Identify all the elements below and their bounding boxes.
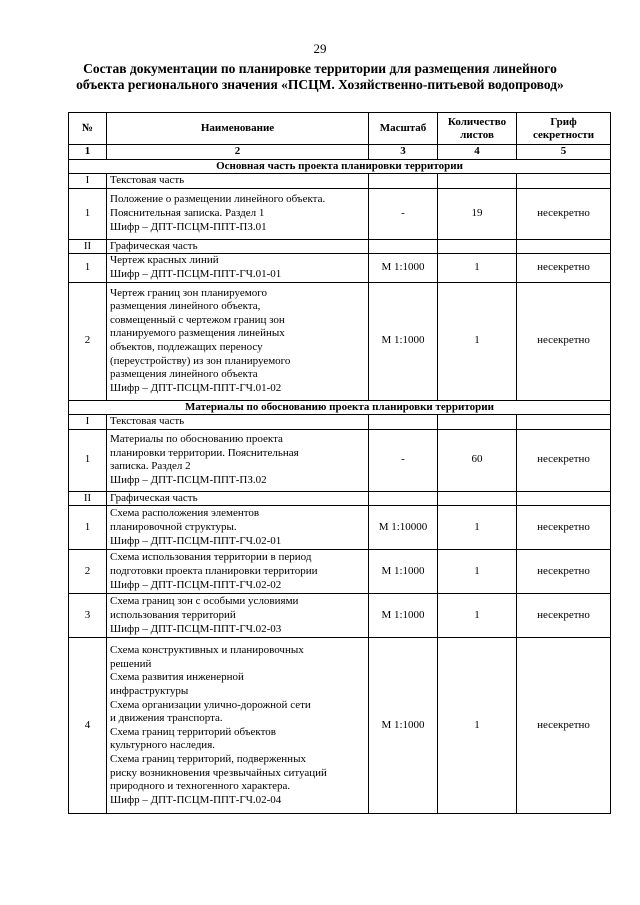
row-sheets: 1 bbox=[438, 506, 517, 550]
group-roman: I bbox=[69, 415, 107, 430]
row-number: 1 bbox=[69, 254, 107, 282]
row-name bbox=[107, 282, 369, 400]
document-title: Состав документации по планировке территории для размещения линейного объекта регионального значения «ПСЦМ. Хозяйственно-питьевой водопровод» bbox=[76, 61, 564, 92]
section-row bbox=[69, 159, 611, 174]
name-line: Шифр – ДПТ-ПСЦМ-ППТ-ГЧ.02-01 bbox=[110, 534, 282, 547]
column-number: 4 bbox=[438, 145, 517, 160]
row-sheets: 1 bbox=[438, 638, 517, 814]
row-scale: М 1:10000 bbox=[369, 506, 438, 550]
name-line: Схема конструктивных и планировочных bbox=[110, 644, 304, 657]
name-line: Шифр – ДПТ-ПСЦМ-ППТ-ПЗ.02 bbox=[110, 473, 267, 486]
empty-cell bbox=[369, 174, 438, 189]
row-scale: - bbox=[369, 429, 438, 491]
header-row bbox=[69, 113, 611, 145]
group-label: Графическая часть bbox=[107, 491, 369, 506]
group-roman: II bbox=[69, 239, 107, 254]
row-scale: М 1:1000 bbox=[369, 254, 438, 282]
row-secrecy: несекретно bbox=[517, 550, 611, 594]
row-scale: М 1:1000 bbox=[369, 594, 438, 638]
documentation-table bbox=[68, 112, 611, 814]
row-secrecy: несекретно bbox=[517, 429, 611, 491]
name-line: Схема границ зон с особыми условиями bbox=[110, 595, 299, 608]
empty-cell bbox=[438, 491, 517, 506]
empty-cell bbox=[369, 491, 438, 506]
row-number: 3 bbox=[69, 594, 107, 638]
name-line: использования территорий bbox=[110, 609, 236, 622]
name-line: Материалы по обоснованию проекта bbox=[110, 433, 283, 446]
table-row bbox=[69, 254, 611, 282]
row-scale: М 1:1000 bbox=[369, 550, 438, 594]
row-name bbox=[107, 506, 369, 550]
row-name bbox=[107, 254, 369, 282]
name-line: записка. Раздел 2 bbox=[110, 460, 191, 473]
name-line: Схема границ территорий объектов bbox=[110, 725, 276, 738]
row-sheets: 1 bbox=[438, 594, 517, 638]
row-number: 2 bbox=[69, 550, 107, 594]
name-line: риску возникновения чрезвычайных ситуаций bbox=[110, 766, 327, 779]
column-number: 3 bbox=[369, 145, 438, 160]
row-scale: - bbox=[369, 188, 438, 239]
row-scale: М 1:1000 bbox=[369, 282, 438, 400]
empty-cell bbox=[517, 239, 611, 254]
row-name bbox=[107, 429, 369, 491]
row-name bbox=[107, 550, 369, 594]
header-secrecy: Гриф секретности bbox=[517, 113, 611, 145]
section-row bbox=[69, 400, 611, 415]
row-sheets: 1 bbox=[438, 254, 517, 282]
name-line: Шифр – ДПТ-ПСЦМ-ППТ-ГЧ.02-03 bbox=[110, 622, 282, 635]
column-number: 1 bbox=[69, 145, 107, 160]
name-line: Шифр – ДПТ-ПСЦМ-ППТ-ГЧ.01-01 bbox=[110, 267, 282, 280]
group-row bbox=[69, 415, 611, 430]
table-row bbox=[69, 638, 611, 814]
group-label: Графическая часть bbox=[107, 239, 369, 254]
name-line: совмещенный с чертежом границ зон bbox=[110, 313, 285, 326]
empty-cell bbox=[438, 415, 517, 430]
name-line: планируемого размещения линейных bbox=[110, 327, 285, 340]
empty-cell bbox=[517, 491, 611, 506]
row-secrecy: несекретно bbox=[517, 188, 611, 239]
empty-cell bbox=[517, 174, 611, 189]
empty-cell bbox=[369, 415, 438, 430]
table-body bbox=[69, 159, 611, 814]
row-number: 1 bbox=[69, 506, 107, 550]
row-secrecy: несекретно bbox=[517, 282, 611, 400]
table-row bbox=[69, 594, 611, 638]
row-secrecy: несекретно bbox=[517, 638, 611, 814]
name-line: размещения линейного объекта bbox=[110, 368, 258, 381]
name-line: Чертеж красных линий bbox=[110, 254, 219, 267]
header-scale: Масштаб bbox=[369, 113, 438, 145]
row-number: 1 bbox=[69, 429, 107, 491]
name-line: подготовки проекта планировки территории bbox=[110, 565, 318, 578]
row-number: 2 bbox=[69, 282, 107, 400]
name-line: планировки территории. Пояснительная bbox=[110, 446, 299, 459]
header-name: Наименование bbox=[107, 113, 369, 145]
header-sheets: Количество листов bbox=[438, 113, 517, 145]
group-roman: I bbox=[69, 174, 107, 189]
row-name bbox=[107, 594, 369, 638]
empty-cell bbox=[438, 174, 517, 189]
name-line: природного и техногенного характера. bbox=[110, 780, 291, 793]
row-secrecy: несекретно bbox=[517, 506, 611, 550]
name-line: Схема развития инженерной bbox=[110, 671, 244, 684]
table-row bbox=[69, 429, 611, 491]
table-row bbox=[69, 282, 611, 400]
row-number: 1 bbox=[69, 188, 107, 239]
header-num: № bbox=[69, 113, 107, 145]
name-line: культурного наследия. bbox=[110, 739, 215, 752]
name-line: инфраструктуры bbox=[110, 685, 189, 698]
table-row bbox=[69, 188, 611, 239]
name-line: Схема границ территорий, подверженных bbox=[110, 753, 306, 766]
row-scale: М 1:1000 bbox=[369, 638, 438, 814]
row-secrecy: несекретно bbox=[517, 594, 611, 638]
name-line: размещения линейного объекта, bbox=[110, 300, 261, 313]
group-row bbox=[69, 174, 611, 189]
row-sheets: 19 bbox=[438, 188, 517, 239]
name-line: Шифр – ДПТ-ПСЦМ-ППТ-ГЧ.02-04 bbox=[110, 793, 282, 806]
name-line: Схема расположения элементов bbox=[110, 507, 260, 520]
column-number: 5 bbox=[517, 145, 611, 160]
row-sheets: 1 bbox=[438, 282, 517, 400]
row-sheets: 1 bbox=[438, 550, 517, 594]
row-name bbox=[107, 638, 369, 814]
name-line: Шифр – ДПТ-ПСЦМ-ППТ-ГЧ.01-02 bbox=[110, 381, 282, 394]
name-line: планировочной структуры. bbox=[110, 521, 237, 534]
name-line: (переустройству) из зон планируемого bbox=[110, 354, 291, 367]
row-name bbox=[107, 188, 369, 239]
table-row bbox=[69, 506, 611, 550]
group-row bbox=[69, 239, 611, 254]
column-number: 2 bbox=[107, 145, 369, 160]
group-roman: II bbox=[69, 491, 107, 506]
section-title: Материалы по обоснованию проекта планировки территории bbox=[69, 400, 611, 415]
group-row bbox=[69, 491, 611, 506]
empty-cell bbox=[369, 239, 438, 254]
name-line: Схема использования территории в период bbox=[110, 551, 312, 564]
row-number: 4 bbox=[69, 638, 107, 814]
empty-cell bbox=[517, 415, 611, 430]
group-label: Текстовая часть bbox=[107, 415, 369, 430]
table-row bbox=[69, 550, 611, 594]
group-label: Текстовая часть bbox=[107, 174, 369, 189]
page-number: 29 bbox=[313, 41, 327, 56]
name-line: Пояснительная записка. Раздел 1 bbox=[110, 206, 265, 219]
name-line: и движения транспорта. bbox=[110, 712, 223, 725]
name-line: Шифр – ДПТ-ПСЦМ-ППТ-ГЧ.02-02 bbox=[110, 578, 282, 591]
name-line: Чертеж границ зон планируемого bbox=[110, 286, 267, 299]
row-secrecy: несекретно bbox=[517, 254, 611, 282]
column-numbers-row bbox=[69, 145, 611, 160]
name-line: Положение о размещении линейного объекта. bbox=[110, 193, 326, 206]
name-line: решений bbox=[110, 657, 152, 670]
name-line: Схема организации улично-дорожной сети bbox=[110, 698, 311, 711]
section-title: Основная часть проекта планировки территории bbox=[69, 159, 611, 174]
row-sheets: 60 bbox=[438, 429, 517, 491]
empty-cell bbox=[438, 239, 517, 254]
name-line: объектов, подлежащих переносу bbox=[110, 341, 263, 354]
name-line: Шифр – ДПТ-ПСЦМ-ППТ-ПЗ.01 bbox=[110, 220, 267, 233]
